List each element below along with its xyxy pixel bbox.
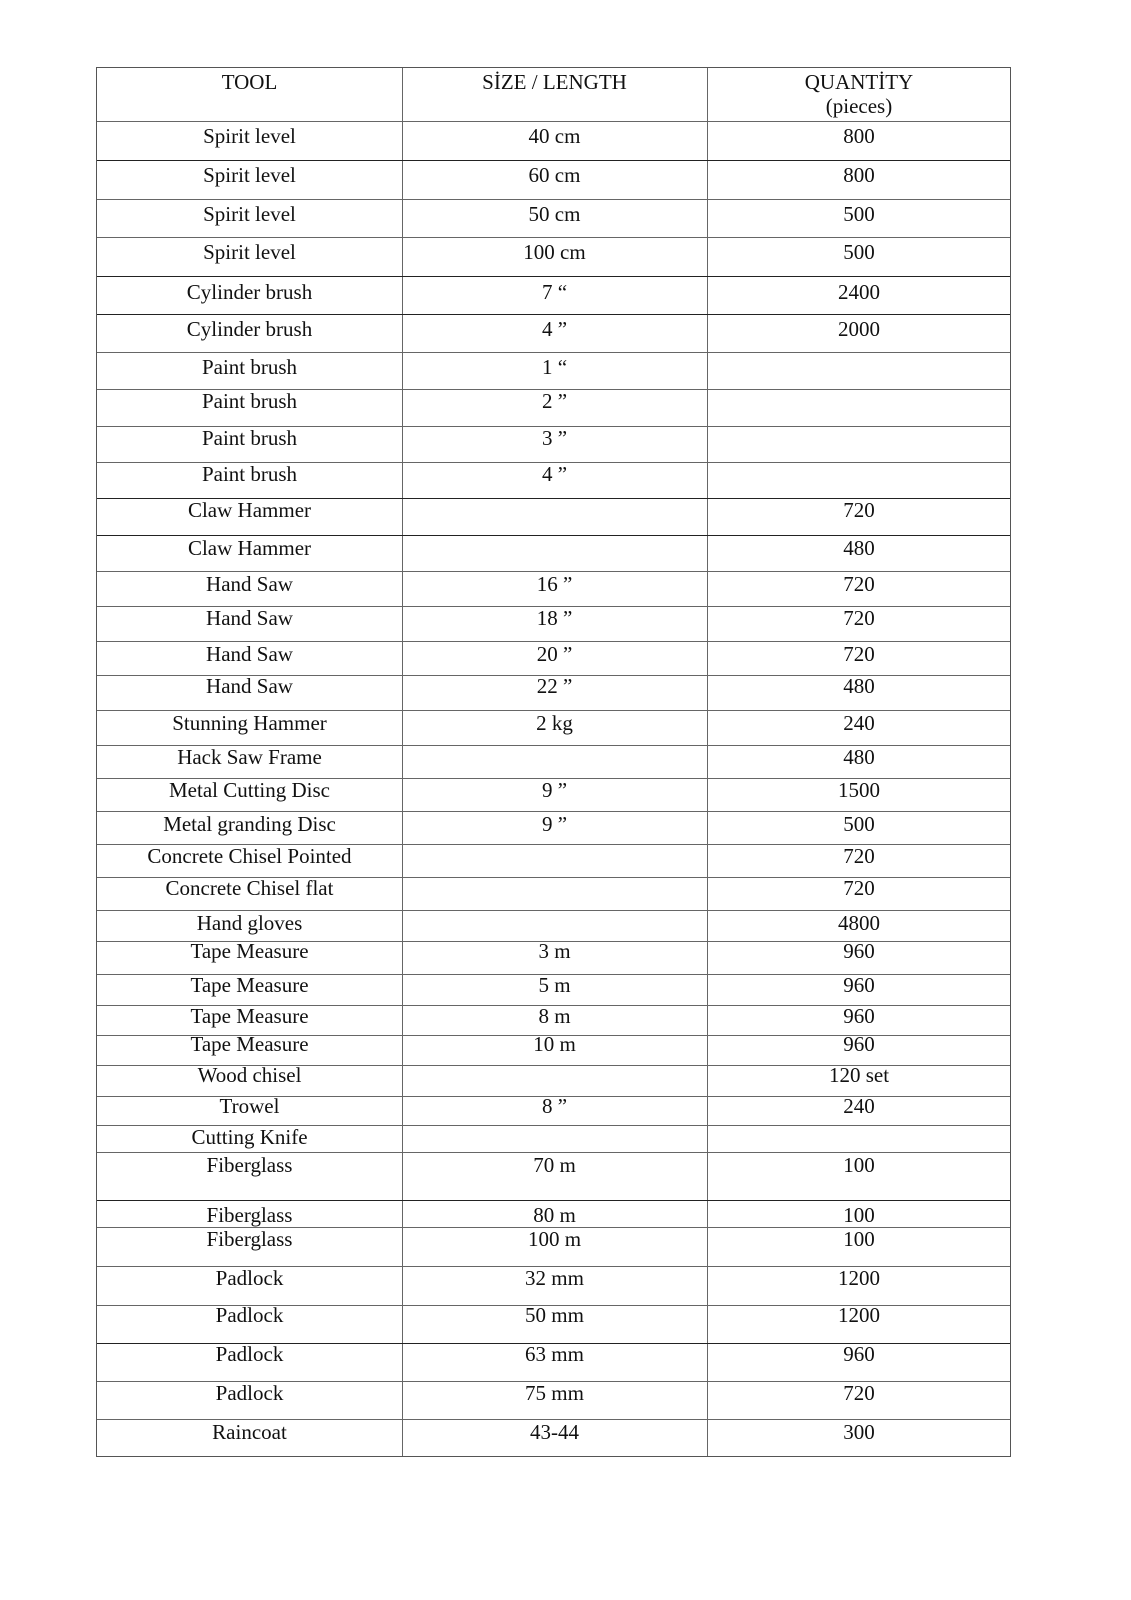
table-row [97, 462, 1010, 499]
cell-size: 50 mm [525, 1303, 584, 1327]
cell-size: 8 m [538, 1004, 571, 1028]
cell-quantity: 240 [843, 711, 875, 735]
cell-size: 20 ” [536, 642, 573, 666]
cell-tool: Cutting Knife [191, 1125, 308, 1149]
table-row [97, 1266, 1010, 1306]
cell-quantity: 720 [843, 572, 875, 596]
table-row [97, 1200, 1010, 1228]
cell-quantity: 720 [843, 844, 875, 868]
cell-quantity: 2400 [838, 280, 880, 304]
cell-quantity: 720 [843, 876, 875, 900]
cell-tool: Cylinder brush [186, 280, 313, 304]
cell-tool: Metal granding Disc [163, 812, 336, 836]
cell-quantity: 480 [843, 674, 875, 698]
table-row [97, 910, 1010, 942]
cell-tool: Tape Measure [190, 1004, 309, 1028]
header-row [97, 68, 1010, 121]
cell-tool: Hand Saw [206, 642, 293, 666]
table-row [97, 1096, 1010, 1126]
table-row [97, 352, 1010, 390]
cell-quantity: 500 [843, 812, 875, 836]
table-row [97, 276, 1010, 315]
cell-quantity: 960 [843, 973, 875, 997]
cell-quantity: 4800 [838, 911, 880, 935]
cell-quantity: 500 [843, 240, 875, 264]
table-row [97, 778, 1010, 812]
cell-tool: Padlock [215, 1303, 284, 1327]
cell-tool: Paint brush [201, 355, 298, 379]
cell-tool: Concrete Chisel Pointed [147, 844, 352, 868]
cell-size: 16 ” [536, 572, 573, 596]
table-row [97, 121, 1010, 161]
cell-tool: Fiberglass [206, 1153, 293, 1177]
cell-quantity: 240 [843, 1094, 875, 1118]
cell-quantity: 720 [843, 606, 875, 630]
cell-size: 70 m [533, 1153, 576, 1177]
table-row [97, 1065, 1010, 1097]
header-tool-label: TOOL [221, 70, 278, 94]
table-row [97, 877, 1010, 911]
cell-size: 2 kg [536, 711, 573, 735]
cell-size: 2 ” [541, 389, 568, 413]
header-size-label: SİZE / LENGTH [482, 70, 627, 94]
cell-tool: Hand Saw [206, 606, 293, 630]
table-row [97, 844, 1010, 878]
cell-tool: Hand gloves [196, 911, 303, 935]
cell-size: 40 cm [528, 124, 581, 148]
cell-tool: Trowel [219, 1094, 280, 1118]
cell-quantity: 100 [843, 1203, 875, 1227]
table-row [97, 606, 1010, 642]
cell-quantity: 1200 [838, 1303, 880, 1327]
cell-quantity: 480 [843, 536, 875, 560]
cell-quantity: 1200 [838, 1266, 880, 1290]
cell-quantity: 960 [843, 1032, 875, 1056]
cell-quantity: 800 [843, 163, 875, 187]
table-row [97, 1419, 1010, 1458]
table-row [97, 389, 1010, 427]
cell-size: 75 mm [525, 1381, 584, 1405]
cell-tool: Claw Hammer [187, 536, 312, 560]
cell-tool: Claw Hammer [187, 498, 312, 522]
cell-size: 10 m [533, 1032, 576, 1056]
cell-size: 7 “ [541, 280, 568, 304]
cell-tool: Hack Saw Frame [177, 745, 322, 769]
cell-quantity: 720 [843, 498, 875, 522]
cell-quantity: 960 [843, 939, 875, 963]
cell-tool: Padlock [215, 1342, 284, 1366]
cell-size: 4 ” [541, 317, 568, 341]
cell-tool: Paint brush [201, 462, 298, 486]
cell-size: 100 cm [523, 240, 586, 264]
cell-tool: Tape Measure [190, 973, 309, 997]
cell-size: 22 ” [536, 674, 573, 698]
cell-quantity: 480 [843, 745, 875, 769]
table-row [97, 1032, 1010, 1066]
cell-tool: Raincoat [212, 1420, 287, 1444]
cell-size: 18 ” [536, 606, 573, 630]
cell-size: 5 m [538, 973, 571, 997]
cell-size: 32 mm [525, 1266, 584, 1290]
table-row [97, 710, 1010, 746]
table-row [97, 160, 1010, 200]
cell-size: 50 cm [528, 202, 581, 226]
table-row [97, 1152, 1010, 1201]
cell-quantity: 120 set [828, 1063, 890, 1087]
cell-size: 9 ” [541, 778, 568, 802]
cell-size: 3 m [538, 939, 571, 963]
table-row [97, 941, 1010, 975]
cell-quantity: 100 [843, 1227, 875, 1251]
cell-quantity: 1500 [838, 778, 880, 802]
table-row [97, 1227, 1010, 1267]
table-row [97, 1343, 1010, 1382]
cell-tool: Spirit level [203, 202, 296, 226]
cell-tool: Metal Cutting Disc [169, 778, 330, 802]
cell-tool: Paint brush [201, 389, 298, 413]
tools-table [96, 67, 1011, 1457]
table-row [97, 237, 1010, 277]
cell-quantity: 300 [843, 1420, 875, 1444]
header-quantity [707, 70, 1011, 118]
cell-tool: Cylinder brush [186, 317, 313, 341]
table-row [97, 745, 1010, 779]
cell-tool: Tape Measure [190, 939, 309, 963]
cell-quantity: 960 [843, 1342, 875, 1366]
cell-tool: Fiberglass [206, 1203, 293, 1227]
table-row [97, 314, 1010, 353]
table-row [97, 1381, 1010, 1420]
cell-tool: Paint brush [201, 426, 298, 450]
cell-size: 8 ” [541, 1094, 568, 1118]
header-quantity-label: QUANTİTY [804, 70, 914, 94]
cell-size: 9 ” [541, 812, 568, 836]
table-row [97, 535, 1010, 572]
cell-quantity: 960 [843, 1004, 875, 1028]
cell-size: 60 cm [528, 163, 581, 187]
cell-tool: Wood chisel [197, 1063, 302, 1087]
table-row [97, 199, 1010, 238]
table-row [97, 1305, 1010, 1344]
cell-tool: Tape Measure [190, 1032, 309, 1056]
cell-size: 4 ” [541, 462, 568, 486]
cell-tool: Padlock [215, 1381, 284, 1405]
table-row [97, 426, 1010, 463]
cell-size: 100 m [527, 1227, 582, 1251]
cell-quantity: 500 [843, 202, 875, 226]
cell-tool: Stunning Hammer [172, 711, 327, 735]
cell-tool: Spirit level [203, 163, 296, 187]
table-row [97, 1125, 1010, 1153]
header-size [402, 70, 707, 94]
cell-tool: Spirit level [203, 240, 296, 264]
cell-quantity: 720 [843, 1381, 875, 1405]
cell-size: 80 m [533, 1203, 576, 1227]
cell-tool: Padlock [215, 1266, 284, 1290]
table-row [97, 498, 1010, 536]
table-row [97, 571, 1010, 607]
header-tool [97, 70, 402, 94]
cell-size: 1 “ [541, 355, 568, 379]
cell-quantity: 720 [843, 642, 875, 666]
table-row [97, 675, 1010, 711]
header-quantity-unit: (pieces) [825, 94, 893, 118]
cell-size: 63 mm [525, 1342, 584, 1366]
cell-quantity: 800 [843, 124, 875, 148]
cell-tool: Hand Saw [206, 572, 293, 596]
cell-quantity: 100 [843, 1153, 875, 1177]
cell-size: 3 ” [541, 426, 568, 450]
cell-quantity: 2000 [838, 317, 880, 341]
table-row [97, 641, 1010, 676]
cell-tool: Fiberglass [206, 1227, 293, 1251]
cell-tool: Spirit level [203, 124, 296, 148]
cell-tool: Concrete Chisel flat [165, 876, 334, 900]
table-row [97, 974, 1010, 1006]
table-row [97, 811, 1010, 845]
cell-size: 43-44 [530, 1420, 579, 1444]
cell-tool: Hand Saw [206, 674, 293, 698]
